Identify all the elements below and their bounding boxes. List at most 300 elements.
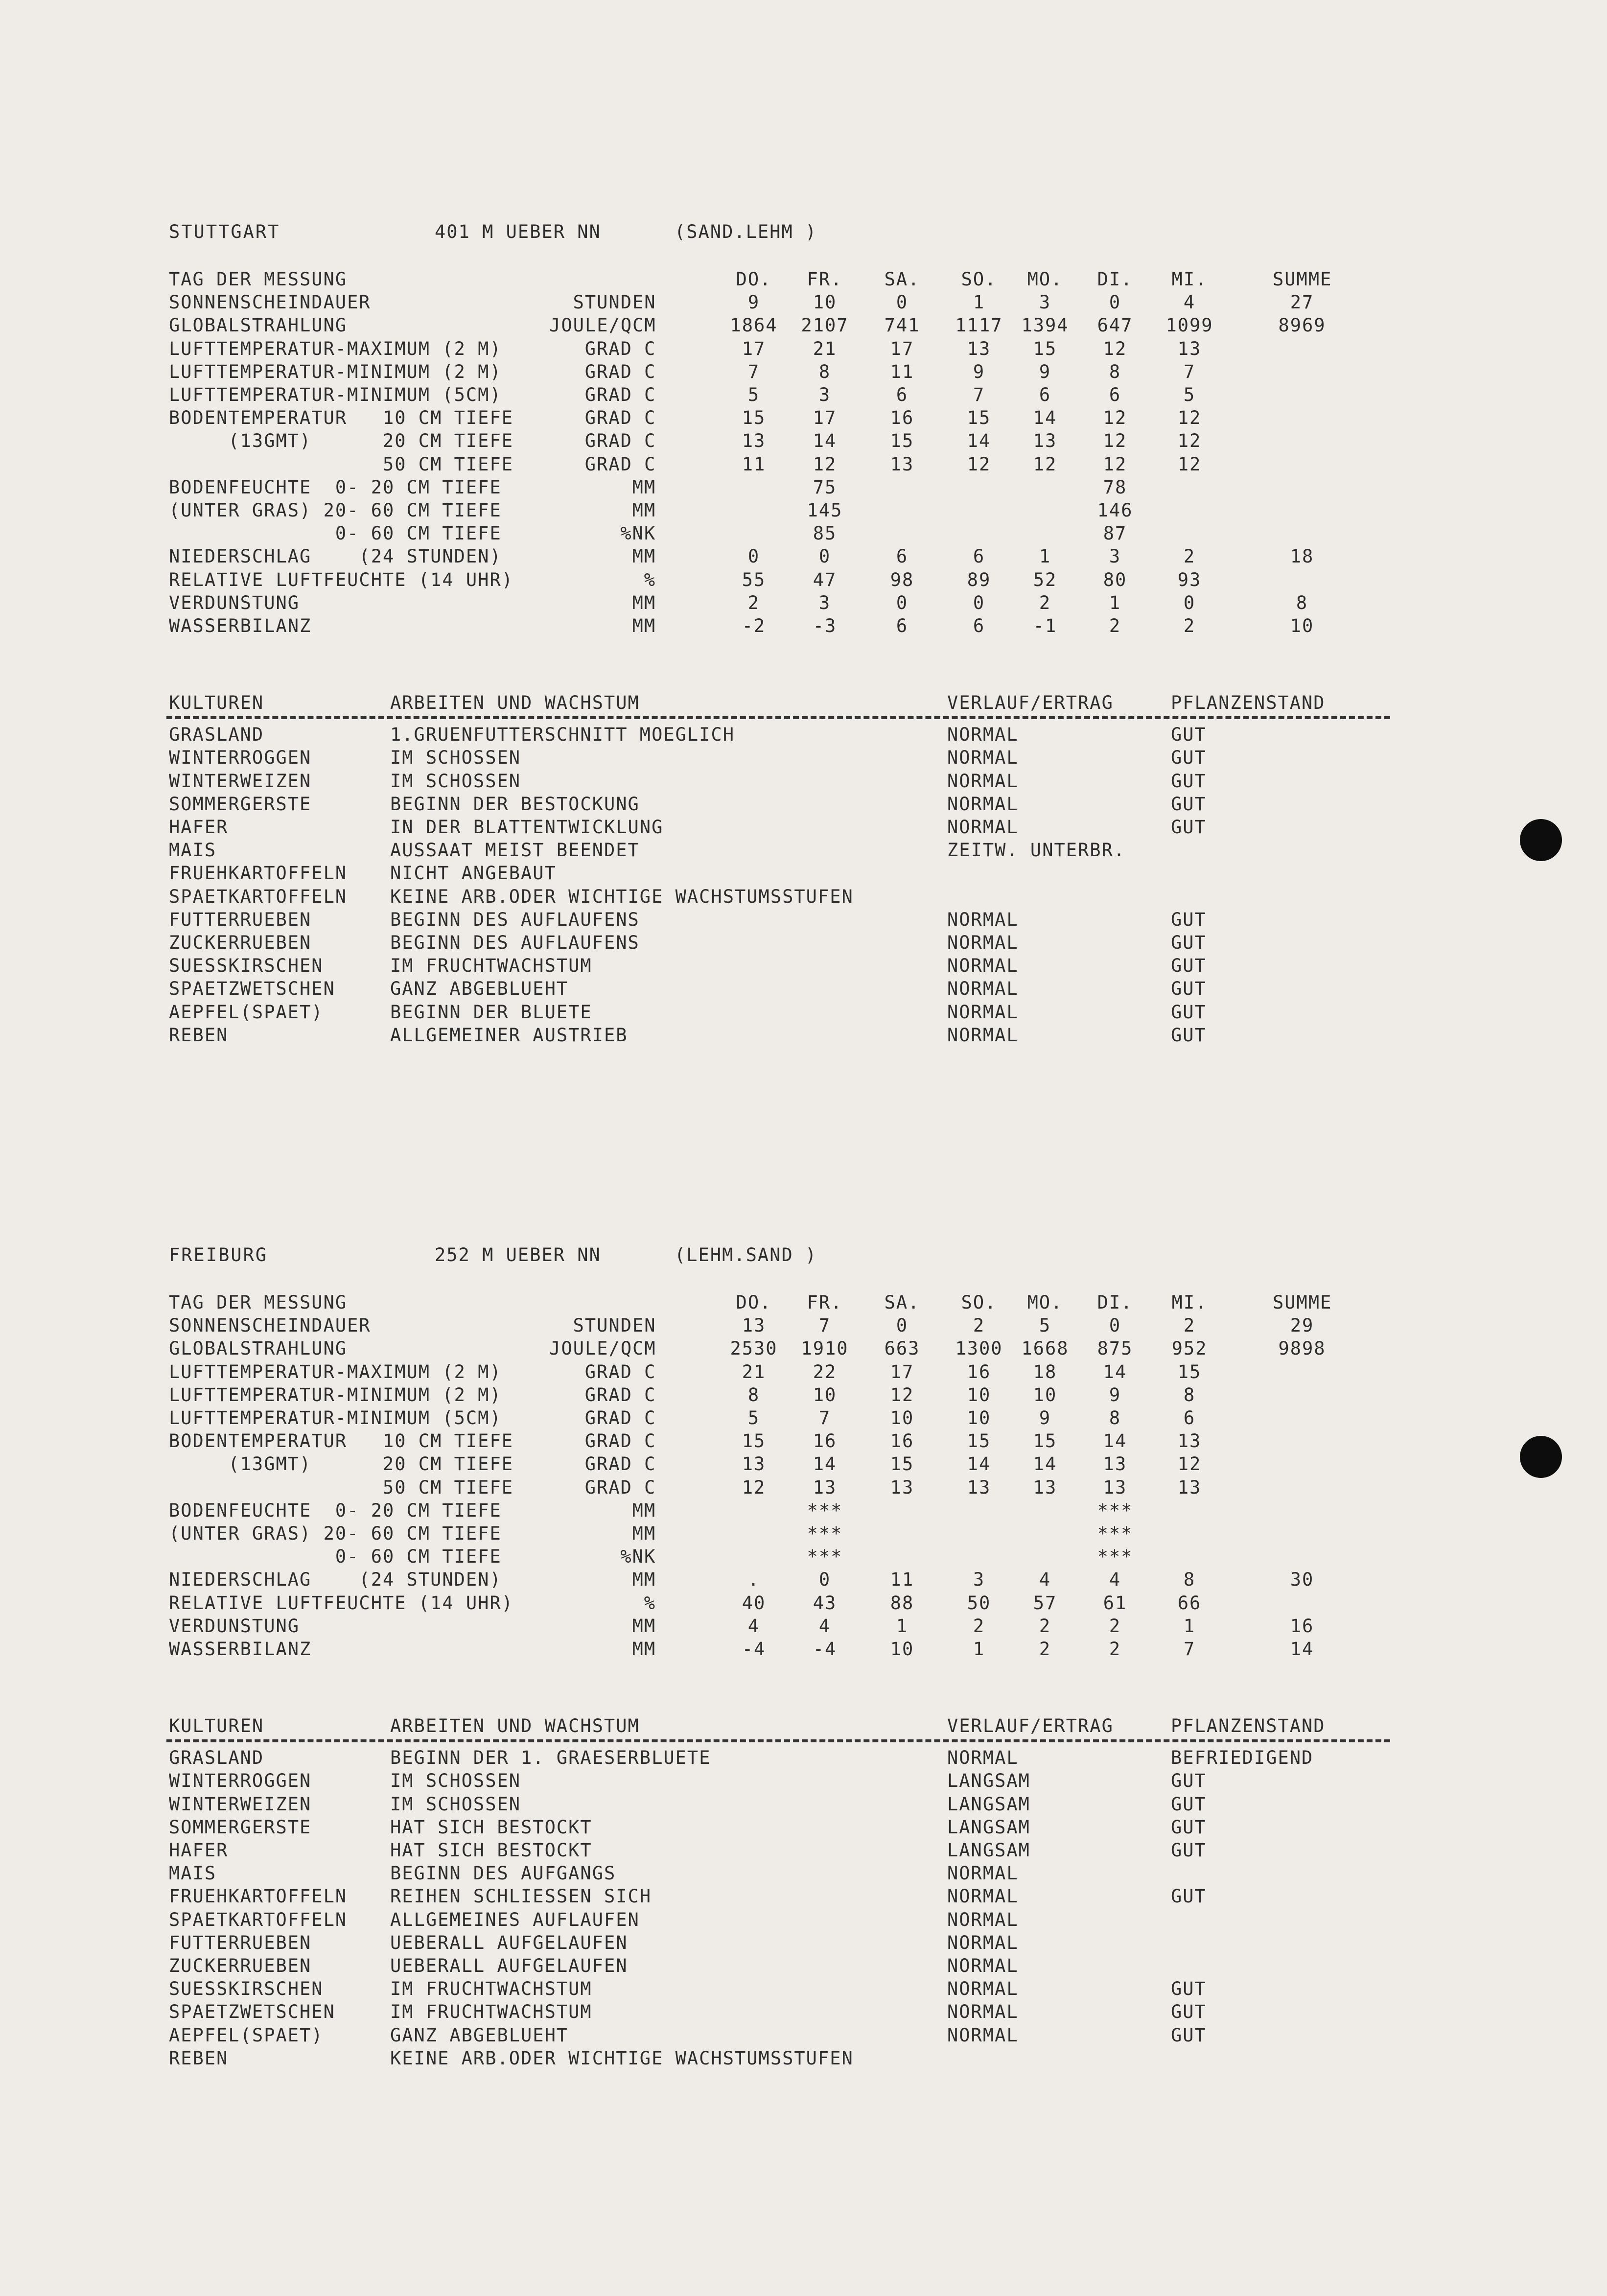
crop-work: BEGINN DER BLUETE	[390, 1001, 592, 1023]
weather-cell: 1910	[801, 1338, 849, 1359]
crop-work: GANZ ABGEBLUEHT	[390, 978, 569, 1000]
station-altitude: 252 M UEBER NN	[435, 1244, 601, 1265]
crop-state: GUT	[1171, 817, 1207, 838]
crop-name: SPAETKARTOFFELN	[169, 1909, 348, 1930]
weather-cell: 16	[890, 407, 914, 429]
weather-cell: 87	[1103, 523, 1127, 544]
weather-cell: 52	[1033, 569, 1057, 590]
station-altitude: 401 M UEBER NN	[435, 221, 601, 242]
weather-cell: 13	[1177, 1476, 1202, 1498]
crop-course: NORMAL	[947, 955, 1019, 977]
weather-cell: 15	[1033, 338, 1057, 359]
weather-cell: 10	[813, 1384, 837, 1406]
crop-work: IM FRUCHTWACHSTUM	[390, 2001, 592, 2023]
weather-row-sum: 9898	[1278, 1338, 1326, 1359]
weather-cell: 17	[890, 1361, 914, 1382]
weather-cell: 663	[884, 1338, 920, 1359]
weather-row-label: 50 CM TIEFE	[169, 453, 514, 475]
weather-cell: 80	[1103, 569, 1127, 590]
crop-name: WINTERWEIZEN	[169, 770, 312, 792]
station-name: STUTTGART	[169, 221, 280, 242]
weather-row-label: 0- 60 CM TIEFE	[169, 1546, 502, 1568]
weather-row-unit: GRAD C	[584, 407, 656, 429]
weather-cell: 13	[742, 1453, 766, 1475]
crop-work: ALLGEMEINES AUFLAUFEN	[390, 1909, 640, 1930]
crop-course: NORMAL	[947, 909, 1019, 930]
weather-day-header: SO.	[961, 269, 997, 290]
crop-work: KEINE ARB.ODER WICHTIGE WACHSTUMSSTUFEN	[390, 2047, 854, 2069]
weather-cell: 16	[967, 1361, 991, 1382]
weather-cell: 4	[818, 1615, 831, 1637]
weather-cell: 15	[742, 407, 766, 429]
weather-cell: 2	[1109, 1639, 1121, 1660]
crop-course: NORMAL	[947, 2024, 1019, 2046]
weather-row-label: NIEDERSCHLAG (24 STUNDEN)	[169, 546, 502, 567]
crops-header-course: VERLAUF/ERTRAG	[947, 692, 1114, 714]
weather-cell: 2530	[730, 1338, 778, 1359]
weather-row-label: SONNENSCHEINDAUER	[169, 292, 371, 313]
weather-cell: 146	[1097, 500, 1133, 521]
crop-state: GUT	[1171, 932, 1207, 953]
weather-row-unit: MM	[632, 1615, 656, 1637]
weather-cell: 66	[1177, 1592, 1202, 1614]
weather-row-unit: GRAD C	[584, 1476, 656, 1498]
weather-cell: 7	[1183, 361, 1196, 382]
weather-cell: 4	[1039, 1569, 1051, 1591]
weather-cell: 13	[813, 1476, 837, 1498]
crop-course: ZEITW. UNTERBR.	[947, 840, 1126, 861]
weather-row-label: LUFTTEMPERATUR-MAXIMUM (2 M)	[169, 1361, 502, 1382]
weather-row-label: BODENTEMPERATUR 10 CM TIEFE	[169, 407, 514, 429]
crop-name: REBEN	[169, 2047, 229, 2069]
weather-cell: ***	[807, 1546, 843, 1568]
weather-cell: 12	[1103, 407, 1127, 429]
dashed-separator	[166, 716, 1390, 719]
weather-row-sum: 8969	[1278, 315, 1326, 336]
weather-row-unit: GRAD C	[584, 453, 656, 475]
weather-row-unit: STUNDEN	[573, 1315, 656, 1336]
weather-day-header: DI.	[1097, 269, 1133, 290]
weather-cell: 6	[1183, 1407, 1196, 1429]
weather-row-unit: %NK	[620, 523, 656, 544]
weather-cell: 6	[973, 546, 985, 567]
weather-row-unit: JOULE/QCM	[549, 1338, 656, 1359]
weather-cell: 14	[1033, 407, 1057, 429]
weather-row-sum: 27	[1290, 292, 1314, 313]
crop-state: GUT	[1171, 1886, 1207, 1907]
weather-cell: 17	[813, 407, 837, 429]
crop-work: UEBERALL AUFGELAUFEN	[390, 1955, 628, 1976]
weather-cell: 14	[967, 1453, 991, 1475]
weather-cell: 0	[896, 292, 908, 313]
crop-name: SPAETZWETSCHEN	[169, 978, 335, 1000]
crop-work: IM FRUCHTWACHSTUM	[390, 955, 592, 977]
weather-cell: 5	[747, 384, 760, 405]
weather-cell: 1668	[1021, 1338, 1069, 1359]
weather-cell: 8	[1109, 361, 1121, 382]
weather-cell: 14	[813, 1453, 837, 1475]
weather-cell: 12	[1103, 453, 1127, 475]
weather-cell: 875	[1097, 1338, 1133, 1359]
weather-row-unit: %	[644, 569, 656, 590]
weather-cell: 9	[1109, 1384, 1121, 1406]
weather-row-label: LUFTTEMPERATUR-MINIMUM (2 M)	[169, 1384, 502, 1406]
crop-name: MAIS	[169, 840, 217, 861]
weather-sum-header: SUMME	[1273, 1292, 1332, 1313]
crop-work: IM SCHOSSEN	[390, 747, 521, 769]
weather-cell: 75	[813, 476, 837, 498]
weather-cell: 5	[1183, 384, 1196, 405]
crop-state: GUT	[1171, 1816, 1207, 1838]
station-soil: (LEHM.SAND )	[675, 1244, 817, 1265]
weather-cell: .	[747, 1569, 760, 1591]
weather-cell: 13	[1177, 1430, 1202, 1452]
weather-cell: 14	[1103, 1430, 1127, 1452]
weather-cell: 10	[813, 292, 837, 313]
crop-state: GUT	[1171, 1024, 1207, 1046]
weather-cell: 0	[973, 592, 985, 613]
weather-cell: 11	[890, 361, 914, 382]
weather-day-header: SA.	[884, 269, 920, 290]
crop-state: GUT	[1171, 1001, 1207, 1023]
weather-cell: ***	[1097, 1523, 1133, 1544]
weather-cell: 647	[1097, 315, 1133, 336]
weather-day-header: MI.	[1171, 269, 1208, 290]
weather-cell: 8	[1183, 1569, 1196, 1591]
weather-cell: 7	[747, 361, 760, 382]
crop-course: NORMAL	[947, 1955, 1019, 1976]
weather-cell: 22	[813, 1361, 837, 1382]
weather-cell: 55	[742, 569, 766, 590]
punch-hole-lower	[1520, 1436, 1562, 1478]
crop-work: BEGINN DES AUFLAUFENS	[390, 909, 640, 930]
weather-cell: 15	[890, 1453, 914, 1475]
weather-day-header: DI.	[1097, 1292, 1133, 1313]
weather-cell: 21	[813, 338, 837, 359]
crop-name: SOMMERGERSTE	[169, 1816, 312, 1838]
weather-cell: 16	[813, 1430, 837, 1452]
crops-header-work: ARBEITEN UND WACHSTUM	[390, 692, 640, 714]
weather-row-sum: 18	[1290, 546, 1314, 567]
crop-state: GUT	[1171, 1978, 1207, 2000]
weather-row-label: LUFTTEMPERATUR-MINIMUM (5CM)	[169, 1407, 502, 1429]
crop-state: GUT	[1171, 955, 1207, 977]
weather-cell: 9	[973, 361, 985, 382]
weather-cell: 0	[818, 1569, 831, 1591]
weather-row-unit: MM	[632, 1639, 656, 1660]
weather-row-label: (UNTER GRAS) 20- 60 CM TIEFE	[169, 500, 502, 521]
weather-cell: 13	[1177, 338, 1202, 359]
station-name: FREIBURG	[169, 1244, 268, 1265]
crop-state: GUT	[1171, 909, 1207, 930]
weather-cell: 2	[1039, 592, 1051, 613]
weather-cell: 2107	[801, 315, 849, 336]
crop-course: NORMAL	[947, 1747, 1019, 1769]
weather-cell: 0	[747, 546, 760, 567]
crop-work: IN DER BLATTENTWICKLUNG	[390, 817, 664, 838]
weather-cell: 21	[742, 1361, 766, 1382]
weather-cell: 2	[1039, 1615, 1051, 1637]
weather-cell: 1	[1109, 592, 1121, 613]
weather-cell: 8	[747, 1384, 760, 1406]
weather-cell: 12	[1033, 453, 1057, 475]
crop-course: LANGSAM	[947, 1770, 1030, 1792]
crop-name: FUTTERRUEBEN	[169, 1932, 312, 1953]
crop-state: GUT	[1171, 747, 1207, 769]
crop-name: AEPFEL(SPAET)	[169, 2024, 324, 2046]
crop-state: BEFRIEDIGEND	[1171, 1747, 1314, 1769]
weather-row-label: 50 CM TIEFE	[169, 1476, 514, 1498]
crop-course: NORMAL	[947, 932, 1019, 953]
crop-state: GUT	[1171, 1793, 1207, 1815]
crop-work: AUSSAAT MEIST BEENDET	[390, 840, 640, 861]
weather-cell: 40	[742, 1592, 766, 1614]
weather-cell: 1	[896, 1615, 908, 1637]
weather-header-label: TAG DER MESSUNG	[169, 269, 348, 290]
crop-work: IM SCHOSSEN	[390, 770, 521, 792]
crop-name: WINTERROGGEN	[169, 1770, 312, 1792]
crops-header-state: PFLANZENSTAND	[1171, 1715, 1326, 1737]
weather-cell: 14	[813, 430, 837, 452]
weather-cell: 89	[967, 569, 991, 590]
weather-row-label: VERDUNSTUNG	[169, 1615, 300, 1637]
weather-cell: 3	[818, 592, 831, 613]
crop-name: GRASLAND	[169, 1747, 264, 1769]
crop-state: GUT	[1171, 1840, 1207, 1861]
weather-row-label: LUFTTEMPERATUR-MAXIMUM (2 M)	[169, 338, 502, 359]
weather-cell: 1	[1183, 1615, 1196, 1637]
weather-row-unit: GRAD C	[584, 1361, 656, 1382]
weather-cell: 10	[890, 1407, 914, 1429]
weather-row-unit: MM	[632, 1569, 656, 1591]
weather-row-label: RELATIVE LUFTFEUCHTE (14 UHR)	[169, 569, 514, 590]
weather-cell: 85	[813, 523, 837, 544]
weather-cell: 5	[1039, 1315, 1051, 1336]
weather-cell: 13	[967, 1476, 991, 1498]
weather-cell: 57	[1033, 1592, 1057, 1614]
weather-row-label: (13GMT) 20 CM TIEFE	[169, 1453, 514, 1475]
weather-cell: 1	[973, 292, 985, 313]
weather-row-label: (UNTER GRAS) 20- 60 CM TIEFE	[169, 1523, 502, 1544]
weather-sum-header: SUMME	[1273, 269, 1332, 290]
weather-cell: -4	[742, 1639, 766, 1660]
crop-work: UEBERALL AUFGELAUFEN	[390, 1932, 628, 1953]
weather-cell: 2	[973, 1315, 985, 1336]
weather-cell: 0	[1109, 1315, 1121, 1336]
weather-row-unit: %	[644, 1592, 656, 1614]
weather-row-unit: %NK	[620, 1546, 656, 1568]
weather-cell: 15	[1177, 1361, 1202, 1382]
crop-course: NORMAL	[947, 1978, 1019, 2000]
crop-course: NORMAL	[947, 978, 1019, 1000]
weather-cell: 10	[967, 1384, 991, 1406]
crop-name: SPAETKARTOFFELN	[169, 886, 348, 907]
crops-header-course: VERLAUF/ERTRAG	[947, 1715, 1114, 1737]
weather-row-label: NIEDERSCHLAG (24 STUNDEN)	[169, 1569, 502, 1591]
weather-cell: 12	[890, 1384, 914, 1406]
crop-course: NORMAL	[947, 1001, 1019, 1023]
weather-day-header: SO.	[961, 1292, 997, 1313]
crop-name: WINTERROGGEN	[169, 747, 312, 769]
weather-cell: 952	[1171, 1338, 1208, 1359]
weather-cell: 12	[1103, 338, 1127, 359]
weather-cell: 13	[890, 453, 914, 475]
weather-cell: 3	[973, 1569, 985, 1591]
weather-row-label: BODENFEUCHTE 0- 20 CM TIEFE	[169, 1499, 502, 1521]
crop-name: AEPFEL(SPAET)	[169, 1001, 324, 1023]
crop-work: KEINE ARB.ODER WICHTIGE WACHSTUMSSTUFEN	[390, 886, 854, 907]
weather-cell: 741	[884, 315, 920, 336]
weather-cell: 0	[896, 592, 908, 613]
weather-cell: 15	[742, 1430, 766, 1452]
weather-cell: 14	[1033, 1453, 1057, 1475]
weather-cell: 6	[896, 615, 908, 636]
weather-cell: 1117	[955, 315, 1003, 336]
weather-row-label: BODENTEMPERATUR 10 CM TIEFE	[169, 1430, 514, 1452]
crop-work: GANZ ABGEBLUEHT	[390, 2024, 569, 2046]
weather-day-header: FR.	[807, 269, 843, 290]
crop-name: SOMMERGERSTE	[169, 793, 312, 815]
crop-course: NORMAL	[947, 1909, 1019, 1930]
crop-name: REBEN	[169, 1024, 229, 1046]
weather-day-header: FR.	[807, 1292, 843, 1313]
weather-cell: 7	[1183, 1639, 1196, 1660]
weather-cell: 15	[1033, 1430, 1057, 1452]
punch-hole-upper	[1520, 819, 1562, 861]
weather-row-label: WASSERBILANZ	[169, 1639, 312, 1660]
weather-cell: 1	[973, 1639, 985, 1660]
crop-work: BEGINN DES AUFLAUFENS	[390, 932, 640, 953]
crop-name: SUESSKIRSCHEN	[169, 955, 324, 977]
weather-row-unit: GRAD C	[584, 338, 656, 359]
crop-state: GUT	[1171, 2024, 1207, 2046]
crop-course: NORMAL	[947, 724, 1019, 746]
weather-day-header: MO.	[1027, 1292, 1063, 1313]
weather-cell: 1864	[730, 315, 778, 336]
crop-work: BEGINN DER BESTOCKUNG	[390, 793, 640, 815]
weather-cell: -2	[742, 615, 766, 636]
weather-cell: 12	[742, 1476, 766, 1498]
crop-course: NORMAL	[947, 1863, 1019, 1884]
weather-cell: 15	[967, 1430, 991, 1452]
weather-cell: 13	[1103, 1476, 1127, 1498]
weather-cell: 3	[1109, 546, 1121, 567]
weather-cell: 2	[1109, 615, 1121, 636]
weather-cell: -4	[813, 1639, 837, 1660]
weather-cell: 0	[1183, 592, 1196, 613]
weather-row-unit: GRAD C	[584, 1430, 656, 1452]
weather-cell: 14	[967, 430, 991, 452]
weather-cell: 145	[807, 500, 843, 521]
weather-row-label: VERDUNSTUNG	[169, 592, 300, 613]
weather-cell: 2	[1039, 1639, 1051, 1660]
weather-cell: 13	[890, 1476, 914, 1498]
weather-day-header: SA.	[884, 1292, 920, 1313]
weather-cell: 12	[1177, 1453, 1202, 1475]
crop-state: GUT	[1171, 1770, 1207, 1792]
weather-row-label: BODENFEUCHTE 0- 20 CM TIEFE	[169, 476, 502, 498]
weather-cell: 78	[1103, 476, 1127, 498]
weather-cell: 6	[1039, 384, 1051, 405]
crop-name: HAFER	[169, 1840, 229, 1861]
weather-cell: 8	[1109, 1407, 1121, 1429]
crop-work: IM SCHOSSEN	[390, 1770, 521, 1792]
weather-cell: 10	[1033, 1384, 1057, 1406]
crop-state: GUT	[1171, 793, 1207, 815]
weather-cell: 10	[890, 1639, 914, 1660]
weather-row-sum: 16	[1290, 1615, 1314, 1637]
weather-day-header: MO.	[1027, 269, 1063, 290]
weather-cell: 12	[1177, 453, 1202, 475]
weather-cell: 12	[967, 453, 991, 475]
weather-row-sum: 30	[1290, 1569, 1314, 1591]
weather-cell: 13	[742, 430, 766, 452]
weather-cell: -1	[1033, 615, 1057, 636]
crop-name: FRUEHKARTOFFELN	[169, 1886, 348, 1907]
weather-cell: 0	[1109, 292, 1121, 313]
weather-cell: -3	[813, 615, 837, 636]
weather-row-unit: GRAD C	[584, 361, 656, 382]
weather-cell: 12	[1103, 430, 1127, 452]
crop-course: NORMAL	[947, 2001, 1019, 2023]
weather-cell: 11	[742, 453, 766, 475]
weather-cell: 13	[967, 338, 991, 359]
weather-cell: 7	[973, 384, 985, 405]
crop-name: WINTERWEIZEN	[169, 1793, 312, 1815]
weather-cell: 2	[1183, 615, 1196, 636]
weather-row-sum: 8	[1296, 592, 1308, 613]
weather-cell: 17	[890, 338, 914, 359]
weather-row-label: SONNENSCHEINDAUER	[169, 1315, 371, 1336]
weather-cell: 93	[1177, 569, 1202, 590]
weather-cell: 15	[967, 407, 991, 429]
weather-cell: 98	[890, 569, 914, 590]
crop-name: FRUEHKARTOFFELN	[169, 863, 348, 884]
weather-cell: 7	[818, 1407, 831, 1429]
weather-cell: 6	[896, 546, 908, 567]
weather-row-unit: MM	[632, 546, 656, 567]
crop-work: NICHT ANGEBAUT	[390, 863, 557, 884]
weather-cell: 4	[1183, 292, 1196, 313]
weather-cell: 2	[1183, 546, 1196, 567]
weather-row-unit: GRAD C	[584, 1453, 656, 1475]
crop-name: SUESSKIRSCHEN	[169, 1978, 324, 2000]
crop-work: BEGINN DES AUFGANGS	[390, 1863, 616, 1884]
weather-cell: 1	[1039, 546, 1051, 567]
crop-state: GUT	[1171, 978, 1207, 1000]
crop-work: REIHEN SCHLIESSEN SICH	[390, 1886, 652, 1907]
weather-cell: 13	[742, 1315, 766, 1336]
weather-day-header: DO.	[736, 1292, 772, 1313]
weather-cell: 6	[973, 615, 985, 636]
weather-day-header: DO.	[736, 269, 772, 290]
weather-cell: 16	[890, 1430, 914, 1452]
crop-name: ZUCKERRUEBEN	[169, 1955, 312, 1976]
crops-header-work: ARBEITEN UND WACHSTUM	[390, 1715, 640, 1737]
weather-cell: 13	[1103, 1453, 1127, 1475]
weather-cell: 1300	[955, 1338, 1003, 1359]
weather-row-label: GLOBALSTRAHLUNG	[169, 1338, 348, 1359]
crop-course: NORMAL	[947, 1932, 1019, 1953]
crops-header-state: PFLANZENSTAND	[1171, 692, 1326, 714]
weather-row-unit: GRAD C	[584, 384, 656, 405]
crop-work: IM SCHOSSEN	[390, 1793, 521, 1815]
weather-cell: 0	[896, 1315, 908, 1336]
crop-name: MAIS	[169, 1863, 217, 1884]
weather-cell: 43	[813, 1592, 837, 1614]
weather-row-label: RELATIVE LUFTFEUCHTE (14 UHR)	[169, 1592, 514, 1614]
crop-state: GUT	[1171, 770, 1207, 792]
